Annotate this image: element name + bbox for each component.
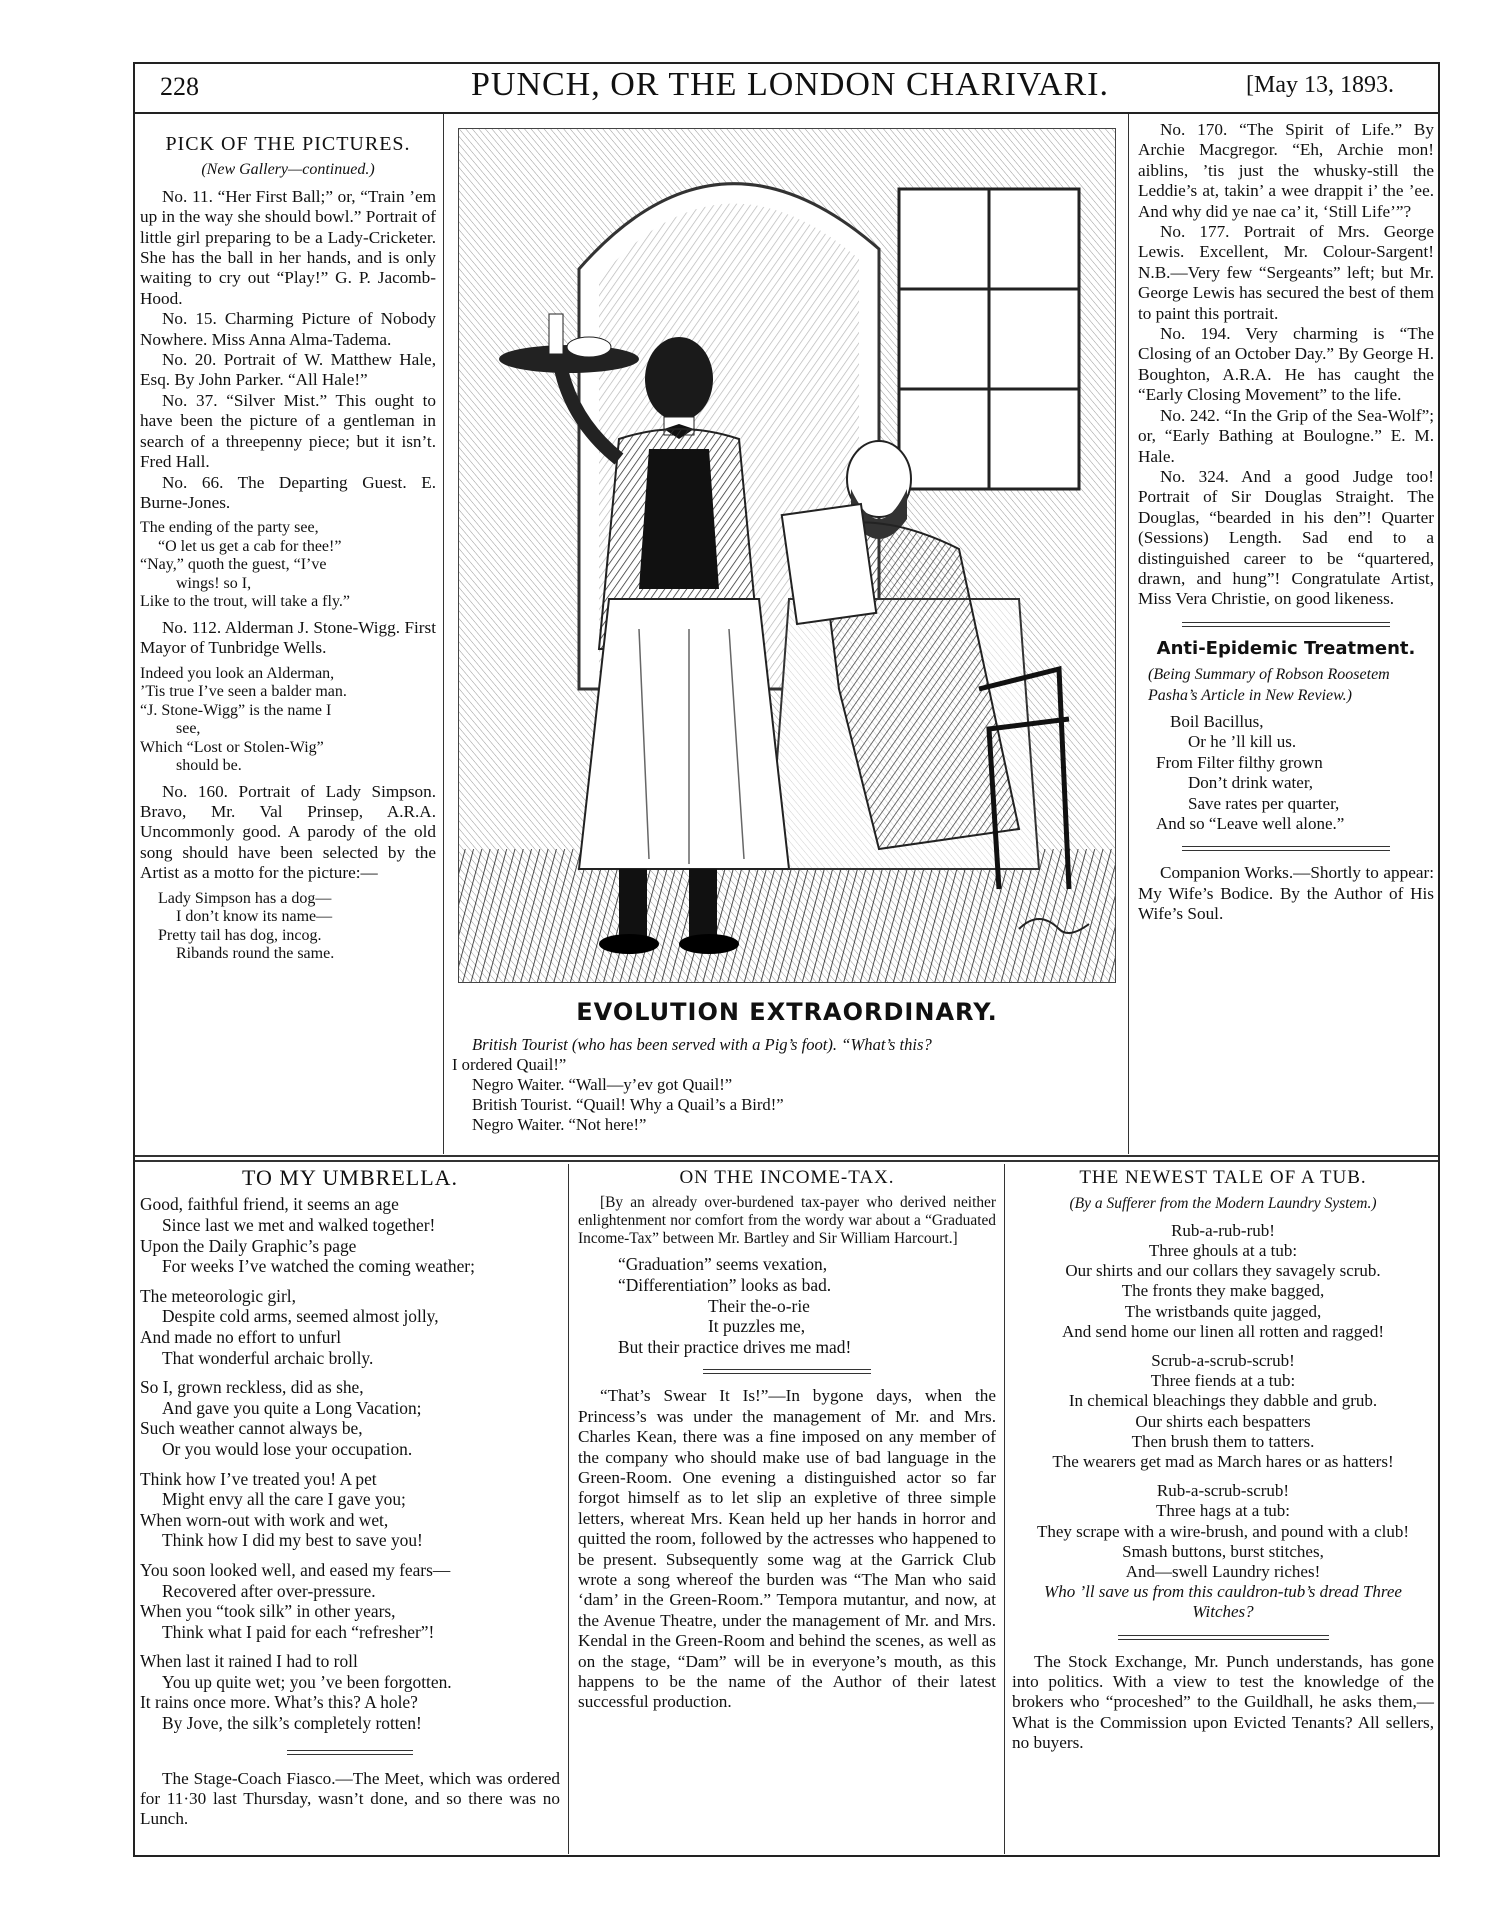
poem-line: That wonderful archaic brolly. [162,1347,374,1368]
stagecoach-paragraph: The Stage-Coach Fiasco.—The Meet, which was ordered for 11·30 last Thursday, wasn’t done, and so there was no Lunch. [140,1768,560,1829]
poem-line: Three fiends at a tub: [1150,1371,1296,1391]
stock-exchange-paragraph: The Stock Exchange, Mr. Punch understands, has gone into politics. With a view to test the knowledge of the brokers who “proceshed” to the Guildhall, he asks them,—What is the Commission upon Evicted Tenants? All sellers, no buyers. [1012,1651,1434,1753]
verse-line: The ending of the party see, [140,519,319,537]
verse-line: see, [176,720,201,738]
column-rule-bottom-2 [1004,1164,1005,1854]
poem-line: Think how I’ve treated you! A pet [140,1468,377,1489]
divider [1182,846,1389,851]
verse-line: Don’t drink water, [1188,773,1314,793]
poem-line: When worn-out with work and wet, [140,1509,389,1530]
poem-line: The wearers get mad as March hares or as hatters! [1052,1452,1394,1472]
pictures-entry-37: No. 37. “Silver Mist.” This ought to have been the picture of a gentleman in search of a threepenny piece; but it isn’t. Fred Hall. [140,390,436,472]
cartoon-drawing [459,129,1115,982]
stanza [140,1377,560,1459]
poem-line: Such weather cannot always be, [140,1418,363,1439]
stanza [140,1194,560,1276]
pictures-column [140,134,436,970]
verse-line: Like to the trout, will take a fly.” [140,593,351,611]
poem-line: Three hags at a tub: [1155,1501,1291,1521]
pictures-entry-15: No. 15. Charming Picture of Nobody Nowhere. Miss Anna Alma-Tadema. [140,309,436,349]
anti-epidemic-title: Anti-Epidemic Treatment. [1156,637,1416,659]
verse-line: Or he ’ll kill us. [1188,732,1297,752]
divider [1118,1635,1329,1640]
poem-line: When last it rained I had to roll [140,1651,358,1672]
pictures-subtitle: (New Gallery—continued.) [201,161,375,179]
poem-line: Or you would lose your occupation. [162,1438,413,1459]
incometax-title: ON THE INCOME-TAX. [679,1167,895,1188]
stanza [1012,1351,1434,1472]
verse-lady-simpson [140,890,436,964]
pictures-entry-11: No. 11. “Her First Ball;” or, “Train ’em up in the way she should bowl.” Portrait of little girl preparing to be a Lady-Cricketer. She has the ball in her hands, and is only waiting to cry out “Play!” G. P. Jacomb-Hood. [140,186,436,308]
column-rule-right [1128,114,1129,1154]
pictures-entry-160: No. 160. Portrait of Lady Simpson. Bravo, Mr. Val Prinsep, A.R.A. Uncommonly good. A parody of the old song should have been selected by the Artist as a motto for the picture:— [140,781,436,883]
poem-line: Rub-a-rub-rub! [1171,1220,1275,1240]
verse-line: should be. [176,757,242,775]
divider [287,1750,413,1755]
poem-line: And made no effort to unfurl [140,1326,342,1347]
caption-line-1: British Tourist (who has been served with a Pig’s foot). “What’s this? [472,1035,932,1054]
poem-line: Good, faithful friend, it seems an age [140,1194,399,1215]
stanza [140,1560,560,1642]
poem-line: When you “took silk” in other years, [140,1601,396,1622]
poem-line: Might envy all the care I gave you; [162,1489,406,1510]
poem-line: In chemical bleachings they dabble and grub. [1068,1391,1378,1411]
poem-line: You up quite wet; you ’ve been forgotten. [162,1671,452,1692]
verse-line: Boil Bacillus, [1170,711,1264,731]
poem-line: “Graduation” seems vexation, [618,1254,828,1275]
verse-line: And so “Leave well alone.” [1156,814,1345,833]
poem-line: Scrub-a-scrub-scrub! [1151,1351,1295,1371]
verse-line: Lady Simpson has a dog— [158,889,332,907]
umbrella-column [140,1165,560,1830]
verse-line: “O let us get a cab for thee!” [158,537,342,555]
pictures-entry-177: No. 177. Portrait of Mrs. George Lewis. Excellent, Mr. Colour-Sargent! N.B.—Very few “Sergeants” left; but Mr. George Lewis has secured the best of them to paint this portrait. [1138,222,1434,323]
poem-line: Smash buttons, burst stitches, [1122,1541,1324,1561]
pictures-entry-324: No. 324. And a good Judge too! Portrait of Sir Douglas Straight. The Douglas, “bearded in his den”! Quarter (Sessions) Length. Sad end to a distinguished career to be “quartered, drawn, and hung”! Congratulate Artist, Miss Vera Christie, on good likeness. [1138,466,1434,609]
verse-line: ’Tis true I’ve seen a balder man. [140,683,347,701]
stanza [140,1469,560,1551]
poem-line: The meteorologic girl, [140,1285,296,1306]
poem-line: Our shirts each bespatters [1135,1411,1311,1431]
cartoon-illustration [458,128,1116,983]
verse-line: Save rates per quarter, [1188,793,1340,813]
section-divider [135,1155,1438,1157]
verse-departing-guest [140,519,436,612]
caption-line-5: Negro Waiter. “Not here!” [472,1115,647,1134]
section-divider-2 [135,1160,1438,1162]
poem-line: And send home our linen all rotten and ragged! [1062,1321,1384,1341]
verse-line: Ribands round the same. [176,945,335,963]
poem-line: Think what I paid for each “refresher”! [162,1621,435,1642]
umbrella-poem [140,1194,560,1733]
masthead: PUNCH, OR THE LONDON CHARIVARI. [470,66,1109,103]
poem-line: Three ghouls at a tub: [1148,1241,1298,1261]
verse-line: “J. Stone-Wigg” is the name I [140,701,332,719]
header-rule [133,112,1440,114]
incometax-intro: [By an already over-burdened tax-payer who derived neither enlightenment nor comfort from the wordy war about a “Graduated Income-Tax” between Mr. Bartley and Sir William Harcourt.] [578,1194,996,1248]
pictures-entry-194: No. 194. Very charming is “The Closing of an October Day.” By George H. Boughton, A.R.A. He has caught the “Early Closing Movement” to the life. [1138,324,1434,405]
stanza [140,1286,560,1368]
stanza [1012,1221,1434,1342]
poem-line: It rains once more. What’s this? A hole? [140,1692,418,1713]
verse-line: From Filter filthy grown [1156,752,1323,772]
caption-line-4: British Tourist. “Quail! Why a Quail’s a Bird!” [472,1095,784,1114]
poem-line: By Jove, the silk’s completely rotten! [162,1713,422,1734]
poem-line: Since last we met and walked together! [162,1215,436,1235]
cartoon-caption [452,1035,1120,1135]
pictures-entry-242: No. 242. “In the Grip of the Sea-Wolf”; or, “Early Bathing at Boulogne.” E. M. Hale. [1138,405,1434,466]
poem-line: The wristbands quite jagged, [1124,1301,1322,1321]
issue-date: [May 13, 1893. [1246,72,1394,98]
caption-line-3: Negro Waiter. “Wall—y’ev got Quail!” [472,1075,733,1094]
pictures-entry-112: No. 112. Alderman J. Stone-Wigg. First Mayor of Tunbridge Wells. [140,617,436,658]
page-number: 228 [160,72,199,101]
pictures-entry-20: No. 20. Portrait of W. Matthew Hale, Esq. By John Parker. “All Hale!” [140,350,436,390]
divider [1182,622,1389,627]
poem-line: Think how I did my best to save you! [162,1530,423,1551]
verse-line: Which “Lost or Stolen-Wig” [140,738,324,756]
poem-line: Who ’ll save us from this cauldron-tub’s dread Three Witches? [1044,1582,1402,1622]
pictures-title: PICK OF THE PICTURES. [165,133,411,155]
caption-line-2: I ordered Quail!” [452,1055,567,1074]
verse-line: I don’t know its name— [176,908,333,926]
poem-line: Rub-a-scrub-scrub! [1156,1481,1290,1501]
stanza [1012,1481,1434,1622]
incometax-verse [618,1254,996,1357]
poem-line: Their the-o-rie [708,1295,810,1316]
poem-line: The fronts they make bagged, [1121,1281,1325,1301]
stanza [140,1651,560,1733]
poem-line: You soon looked well, and eased my fears— [140,1559,451,1580]
swear-paragraph: “That’s Swear It Is!”—In bygone days, when the Princess’s was under the management of Mr. and Mrs. Charles Kean, there was a fine imposed on any member of the company who should make use of bad language in the Green-Room. One evening a distinguished actor so far forgot himself as to let slip an expletive of three simple letters, whereat Mrs. Kean held up her hands in horror and quitted the room, followed by the actresses who happened to be present. Subsequently some wag at the Garrick Club wrote a song whereof the burden was “The Man who said ‘dam’ in the Green-Room.” Tempora mutantur, and now, at the Avenue Theatre, under the management of Mr. and Mrs. Kendal in the Green-Room and behind the scenes, as well as on the stage, “Dam” will be in everyone’s mouth, as this happens to be the name of the Author of their latest successful production. [578,1386,996,1712]
poem-line: And gave you quite a Long Vacation; [162,1397,422,1418]
verse-line: Pretty tail has dog, incog. [158,926,322,944]
cartoon-title: EVOLUTION EXTRAORDINARY. [576,998,998,1026]
poem-line: Despite cold arms, seemed almost jolly, [162,1306,439,1327]
poem-line: Upon the Daily Graphic’s page [140,1235,357,1256]
umbrella-title: TO MY UMBRELLA. [241,1165,459,1190]
poem-line: So I, grown reckless, did as she, [140,1377,364,1398]
verse-line: wings! so I, [176,574,252,592]
tub-column [1012,1168,1434,1754]
column-rule-bottom-1 [568,1164,569,1854]
poem-line: But their practice drives me mad! [618,1336,852,1357]
tub-poem [1012,1221,1434,1623]
poem-line: They scrape with a wire-brush, and pound with a club! [1037,1521,1409,1541]
companion-works: Companion Works.—Shortly to appear: My Wife’s Bodice. By the Author of His Wife’s Soul. [1138,863,1434,924]
divider [703,1369,870,1374]
verse-line: “Nay,” quoth the guest, “I’ve [140,556,327,574]
verse-alderman [140,665,436,776]
pictures-entry-66: No. 66. The Departing Guest. E. Burne-Jones. [140,472,436,512]
tub-title: THE NEWEST TALE OF A TUB. [1079,1167,1367,1188]
poem-line: It puzzles me, [708,1316,806,1337]
verse-line: Indeed you look an Alderman, [140,664,335,682]
incometax-column [578,1168,996,1713]
poem-line: For weeks I’ve watched the coming weather; [162,1256,475,1277]
poem-line: Then brush them to tatters. [1131,1431,1315,1451]
poem-line: And—swell Laundry riches! [1125,1562,1321,1582]
poem-line: Our shirts and our collars they savagely scrub. [1065,1261,1381,1281]
tub-subtitle: (By a Sufferer from the Modern Laundry System.) [1069,1195,1377,1213]
column-rule-left [443,114,444,1154]
right-column [1138,120,1434,925]
poem-line: “Differentiation” looks as bad. [618,1275,832,1295]
anti-epidemic-subtitle: (Being Summary of Robson Roosetem Pasha’s Article in New Review.) [1148,666,1390,704]
pictures-entry-170: No. 170. “The Spirit of Life.” By Archie Macgregor. “Eh, Archie mon! aiblins, ’tis just the whusky-still the Leddie’s at, takin’ a wee drappit i’ the ’ee. And why did ye nae ca’ it, ‘Still Life’”? [1138,120,1434,221]
anti-epidemic-verse [1138,712,1434,834]
poem-line: Recovered after over-pressure. [162,1580,376,1601]
